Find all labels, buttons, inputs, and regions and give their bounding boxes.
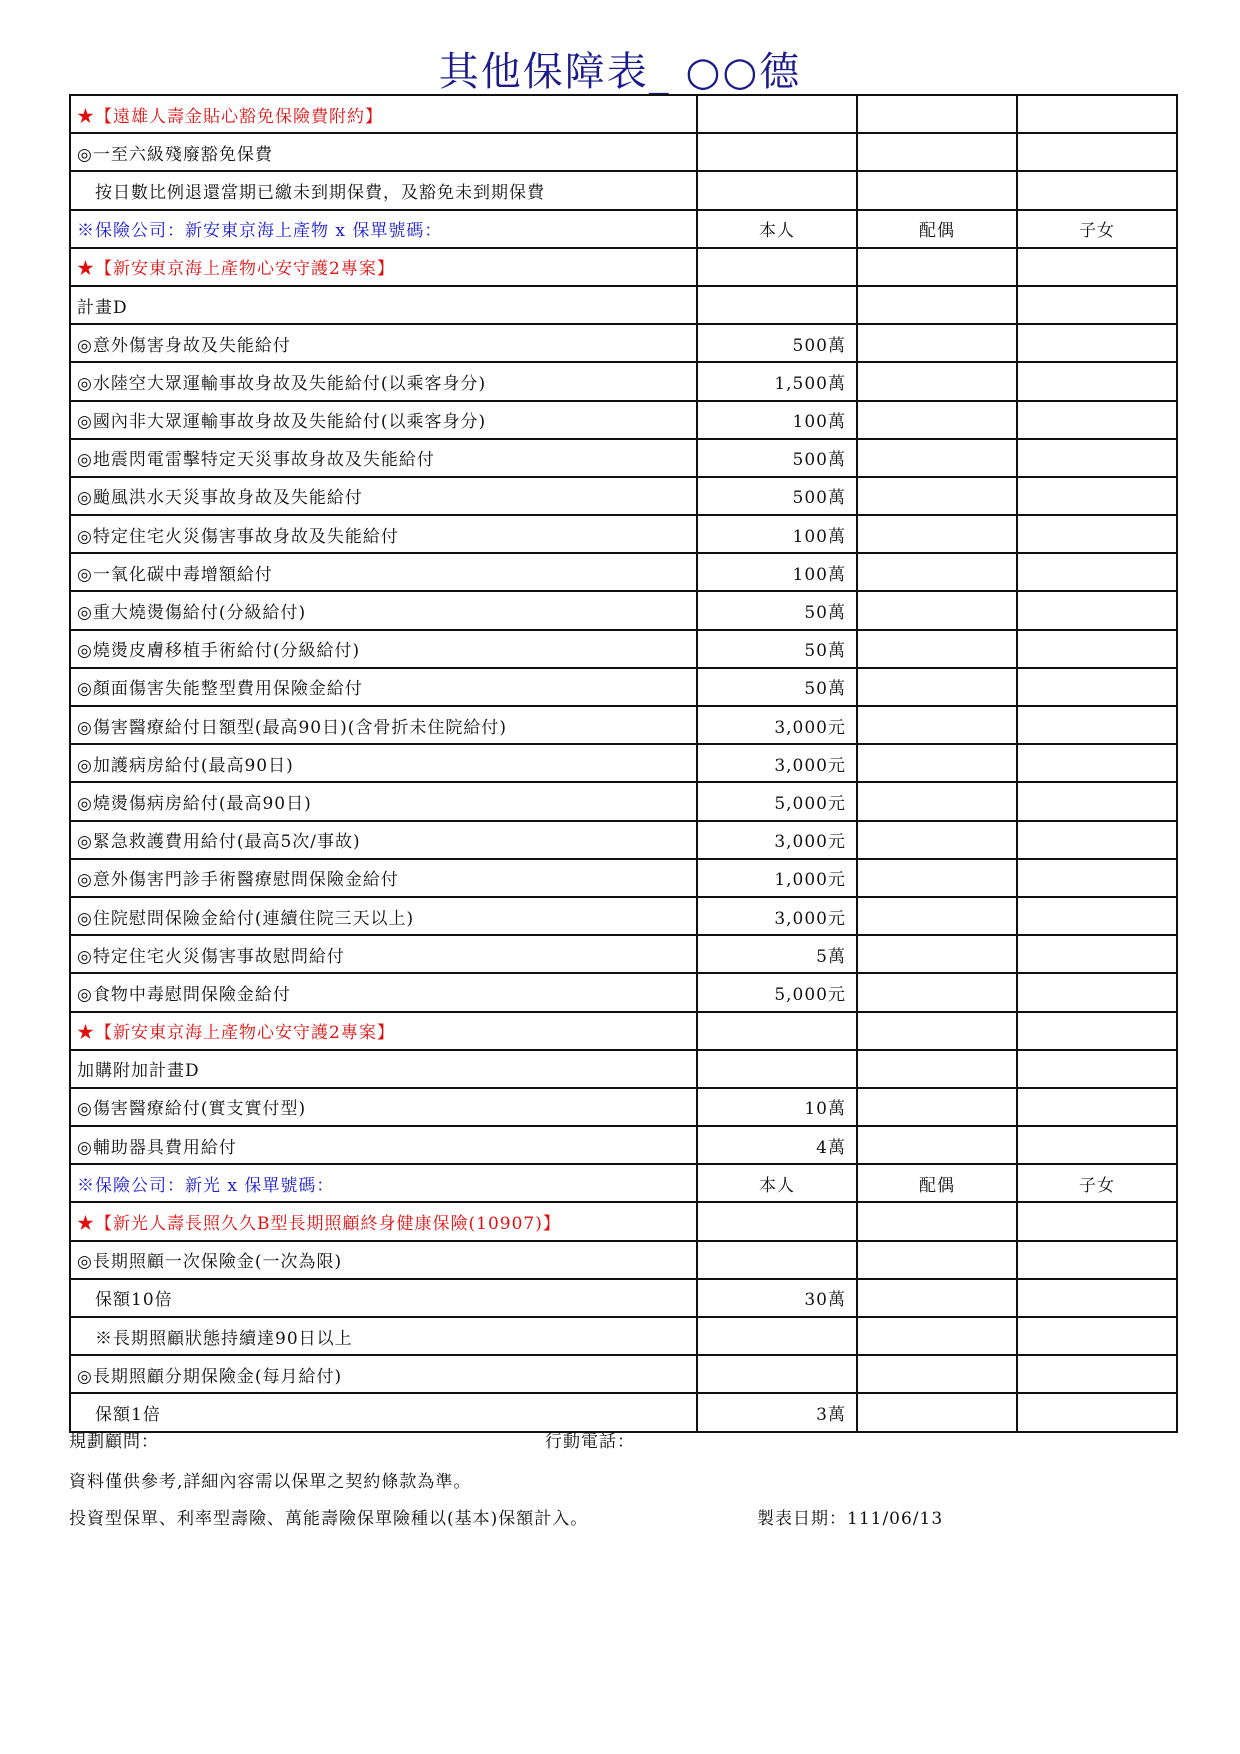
- table-row: [70, 1355, 1177, 1393]
- spouse-amount: 配偶: [857, 210, 1017, 248]
- table-row: [70, 897, 1177, 935]
- child-amount: [1017, 133, 1177, 171]
- spouse-amount: [857, 973, 1017, 1011]
- coverage-label: 加購附加計畫D: [70, 1050, 697, 1088]
- table-row: [70, 553, 1177, 591]
- self-amount: [697, 1202, 857, 1240]
- self-amount: 100萬: [697, 401, 857, 439]
- coverage-label: ◎特定住宅火災傷害事故慰問給付: [70, 935, 697, 973]
- spouse-amount: [857, 744, 1017, 782]
- child-amount: [1017, 630, 1177, 668]
- table-row: [70, 1241, 1177, 1279]
- child-amount: [1017, 1126, 1177, 1164]
- spouse-amount: [857, 591, 1017, 629]
- spouse-amount: [857, 1393, 1017, 1431]
- spouse-amount: [857, 133, 1017, 171]
- self-amount: 3,000元: [697, 744, 857, 782]
- table-row: [70, 1050, 1177, 1088]
- spouse-amount: [857, 401, 1017, 439]
- self-amount: 50萬: [697, 668, 857, 706]
- coverage-label: ★【新光人壽長照久久B型長期照顧終身健康保險(10907)】: [70, 1202, 697, 1240]
- table-row: [70, 95, 1177, 133]
- table-row: [70, 782, 1177, 820]
- child-amount: [1017, 706, 1177, 744]
- child-amount: [1017, 1012, 1177, 1050]
- coverage-label: ※長期照顧狀態持續達90日以上: [70, 1317, 697, 1355]
- table-row: [70, 324, 1177, 362]
- spouse-amount: 配偶: [857, 1164, 1017, 1202]
- child-amount: [1017, 1088, 1177, 1126]
- spouse-amount: [857, 859, 1017, 897]
- coverage-label: ★【遠雄人壽金貼心豁免保險費附約】: [70, 95, 697, 133]
- spouse-amount: [857, 324, 1017, 362]
- child-amount: 子女: [1017, 1164, 1177, 1202]
- self-amount: [697, 286, 857, 324]
- phone-line: [545, 1427, 635, 1452]
- table-row: [70, 477, 1177, 515]
- self-amount: [697, 133, 857, 171]
- table-row: [70, 859, 1177, 897]
- child-amount: [1017, 1317, 1177, 1355]
- self-amount: 500萬: [697, 439, 857, 477]
- self-amount: [697, 1355, 857, 1393]
- page-title: 其他保障表_ ○○德: [438, 49, 802, 95]
- spouse-amount: [857, 706, 1017, 744]
- self-amount: [697, 1317, 857, 1355]
- self-amount: 10萬: [697, 1088, 857, 1126]
- table-row: [70, 973, 1177, 1011]
- coverage-label: ◎颱風洪水天災事故身故及失能給付: [70, 477, 697, 515]
- spouse-amount: [857, 782, 1017, 820]
- spouse-amount: [857, 897, 1017, 935]
- self-amount: 100萬: [697, 515, 857, 553]
- spouse-amount: [857, 630, 1017, 668]
- coverage-label: 保額1倍: [70, 1393, 697, 1431]
- company-header-row: [70, 210, 1177, 248]
- self-amount: 3,000元: [697, 897, 857, 935]
- child-amount: [1017, 744, 1177, 782]
- self-amount: 3,000元: [697, 821, 857, 859]
- child-amount: [1017, 286, 1177, 324]
- self-amount: 1,500萬: [697, 362, 857, 400]
- coverage-label: ◎緊急救護費用給付(最高5次/事故): [70, 821, 697, 859]
- self-amount: 100萬: [697, 553, 857, 591]
- child-amount: [1017, 935, 1177, 973]
- self-amount: 500萬: [697, 477, 857, 515]
- self-amount: [697, 1012, 857, 1050]
- spouse-amount: [857, 668, 1017, 706]
- child-amount: [1017, 782, 1177, 820]
- coverage-label: ◎一氧化碳中毒增額給付: [70, 553, 697, 591]
- spouse-amount: [857, 1317, 1017, 1355]
- table-row: [70, 744, 1177, 782]
- spouse-amount: [857, 1050, 1017, 1088]
- table-row: [70, 1202, 1177, 1240]
- child-amount: [1017, 1393, 1177, 1431]
- table-row: [70, 515, 1177, 553]
- spouse-amount: [857, 1279, 1017, 1317]
- child-amount: [1017, 477, 1177, 515]
- coverage-label: ◎一至六級殘廢豁免保費: [70, 133, 697, 171]
- coverage-label: ◎食物中毒慰問保險金給付: [70, 973, 697, 1011]
- table-row: [70, 706, 1177, 744]
- spouse-amount: [857, 362, 1017, 400]
- coverage-label: ◎傷害醫療給付日額型(最高90日)(含骨折未住院給付): [70, 706, 697, 744]
- self-amount: [697, 1050, 857, 1088]
- self-amount: 5,000元: [697, 782, 857, 820]
- coverage-label: ◎輔助器具費用給付: [70, 1126, 697, 1164]
- coverage-label: ◎住院慰問保險金給付(連續住院三天以上): [70, 897, 697, 935]
- child-amount: [1017, 95, 1177, 133]
- self-amount: 4萬: [697, 1126, 857, 1164]
- spouse-amount: [857, 515, 1017, 553]
- table-row: [70, 1317, 1177, 1355]
- child-amount: [1017, 591, 1177, 629]
- self-amount: 50萬: [697, 591, 857, 629]
- table-row: [70, 362, 1177, 400]
- child-amount: 子女: [1017, 210, 1177, 248]
- advisor-label: 規劃顧問：: [69, 1432, 159, 1452]
- coverage-label: ◎加護病房給付(最高90日): [70, 744, 697, 782]
- coverage-label: ◎傷害醫療給付(實支實付型): [70, 1088, 697, 1126]
- self-amount: 5萬: [697, 935, 857, 973]
- coverage-label: ★【新安東京海上產物心安守護2專案】: [70, 1012, 697, 1050]
- coverage-label: ◎長期照顧一次保險金(一次為限): [70, 1241, 697, 1279]
- table-row: [70, 821, 1177, 859]
- child-amount: [1017, 1241, 1177, 1279]
- coverage-label: ◎重大燒燙傷給付(分級給付): [70, 591, 697, 629]
- spouse-amount: [857, 171, 1017, 209]
- basis-note: 投資型保單、利率型壽險、萬能壽險保單險種以(基本)保額計入。: [69, 1509, 589, 1529]
- coverage-label: 保額10倍: [70, 1279, 697, 1317]
- table-row: [70, 668, 1177, 706]
- coverage-label: ◎意外傷害身故及失能給付: [70, 324, 697, 362]
- self-amount: [697, 1241, 857, 1279]
- self-amount: 1,000元: [697, 859, 857, 897]
- spouse-amount: [857, 553, 1017, 591]
- coverage-label: ◎長期照顧分期保險金(每月給付): [70, 1355, 697, 1393]
- child-amount: [1017, 668, 1177, 706]
- table-row: [70, 133, 1177, 171]
- report-date: 製表日期：111/06/13: [757, 1509, 944, 1529]
- child-amount: [1017, 897, 1177, 935]
- table-row: [70, 1012, 1177, 1050]
- coverage-label: ◎國內非大眾運輸事故身故及失能給付(以乘客身分): [70, 401, 697, 439]
- child-amount: [1017, 1355, 1177, 1393]
- self-amount: 3萬: [697, 1393, 857, 1431]
- self-amount: [697, 248, 857, 286]
- coverage-label: ◎意外傷害門診手術醫療慰問保險金給付: [70, 859, 697, 897]
- table-row: [70, 630, 1177, 668]
- self-amount: 本人: [697, 1164, 857, 1202]
- coverage-label: 計畫D: [70, 286, 697, 324]
- table-row: [70, 171, 1177, 209]
- spouse-amount: [857, 248, 1017, 286]
- child-amount: [1017, 324, 1177, 362]
- disclaimer-note: 資料僅供參考,詳細內容需以保單之契約條款為準。: [69, 1472, 472, 1492]
- spouse-amount: [857, 1088, 1017, 1126]
- self-amount: 5,000元: [697, 973, 857, 1011]
- advisor-line: [69, 1427, 159, 1452]
- child-amount: [1017, 973, 1177, 1011]
- table-row: [70, 248, 1177, 286]
- spouse-amount: [857, 95, 1017, 133]
- child-amount: [1017, 1202, 1177, 1240]
- child-amount: [1017, 821, 1177, 859]
- spouse-amount: [857, 935, 1017, 973]
- table-row: [70, 401, 1177, 439]
- table-row: [70, 1393, 1177, 1431]
- phone-label: 行動電話：: [545, 1432, 635, 1452]
- coverage-label: ★【新安東京海上產物心安守護2專案】: [70, 248, 697, 286]
- table-row: [70, 935, 1177, 973]
- child-amount: [1017, 171, 1177, 209]
- spouse-amount: [857, 286, 1017, 324]
- coverage-label: ◎顏面傷害失能整型費用保險金給付: [70, 668, 697, 706]
- child-amount: [1017, 439, 1177, 477]
- child-amount: [1017, 515, 1177, 553]
- coverage-label: ◎燒燙傷病房給付(最高90日): [70, 782, 697, 820]
- table-row: [70, 439, 1177, 477]
- coverage-table: [69, 94, 1178, 1433]
- spouse-amount: [857, 821, 1017, 859]
- spouse-amount: [857, 1355, 1017, 1393]
- self-amount: [697, 95, 857, 133]
- spouse-amount: [857, 1126, 1017, 1164]
- self-amount: 500萬: [697, 324, 857, 362]
- table-row: [70, 1088, 1177, 1126]
- spouse-amount: [857, 439, 1017, 477]
- self-amount: 50萬: [697, 630, 857, 668]
- table-row: [70, 591, 1177, 629]
- child-amount: [1017, 362, 1177, 400]
- self-amount: 30萬: [697, 1279, 857, 1317]
- table-row: [70, 1279, 1177, 1317]
- coverage-label: ◎地震閃電雷擊特定天災事故身故及失能給付: [70, 439, 697, 477]
- child-amount: [1017, 1050, 1177, 1088]
- spouse-amount: [857, 477, 1017, 515]
- self-amount: 本人: [697, 210, 857, 248]
- child-amount: [1017, 1279, 1177, 1317]
- coverage-label: ※保險公司：新安東京海上產物 x 保單號碼：: [70, 210, 697, 248]
- table-row: [70, 286, 1177, 324]
- spouse-amount: [857, 1241, 1017, 1279]
- spouse-amount: [857, 1202, 1017, 1240]
- coverage-label: ※保險公司：新光 x 保單號碼：: [70, 1164, 697, 1202]
- child-amount: [1017, 401, 1177, 439]
- child-amount: [1017, 859, 1177, 897]
- child-amount: [1017, 553, 1177, 591]
- coverage-label: ◎水陸空大眾運輸事故身故及失能給付(以乘客身分): [70, 362, 697, 400]
- spouse-amount: [857, 1012, 1017, 1050]
- coverage-label: ◎燒燙皮膚移植手術給付(分級給付): [70, 630, 697, 668]
- table-row: [70, 1126, 1177, 1164]
- company-header-row: [70, 1164, 1177, 1202]
- child-amount: [1017, 248, 1177, 286]
- self-amount: 3,000元: [697, 706, 857, 744]
- self-amount: [697, 171, 857, 209]
- coverage-label: ◎特定住宅火災傷害事故身故及失能給付: [70, 515, 697, 553]
- coverage-label: 按日數比例退還當期已繳未到期保費，及豁免未到期保費: [70, 171, 697, 209]
